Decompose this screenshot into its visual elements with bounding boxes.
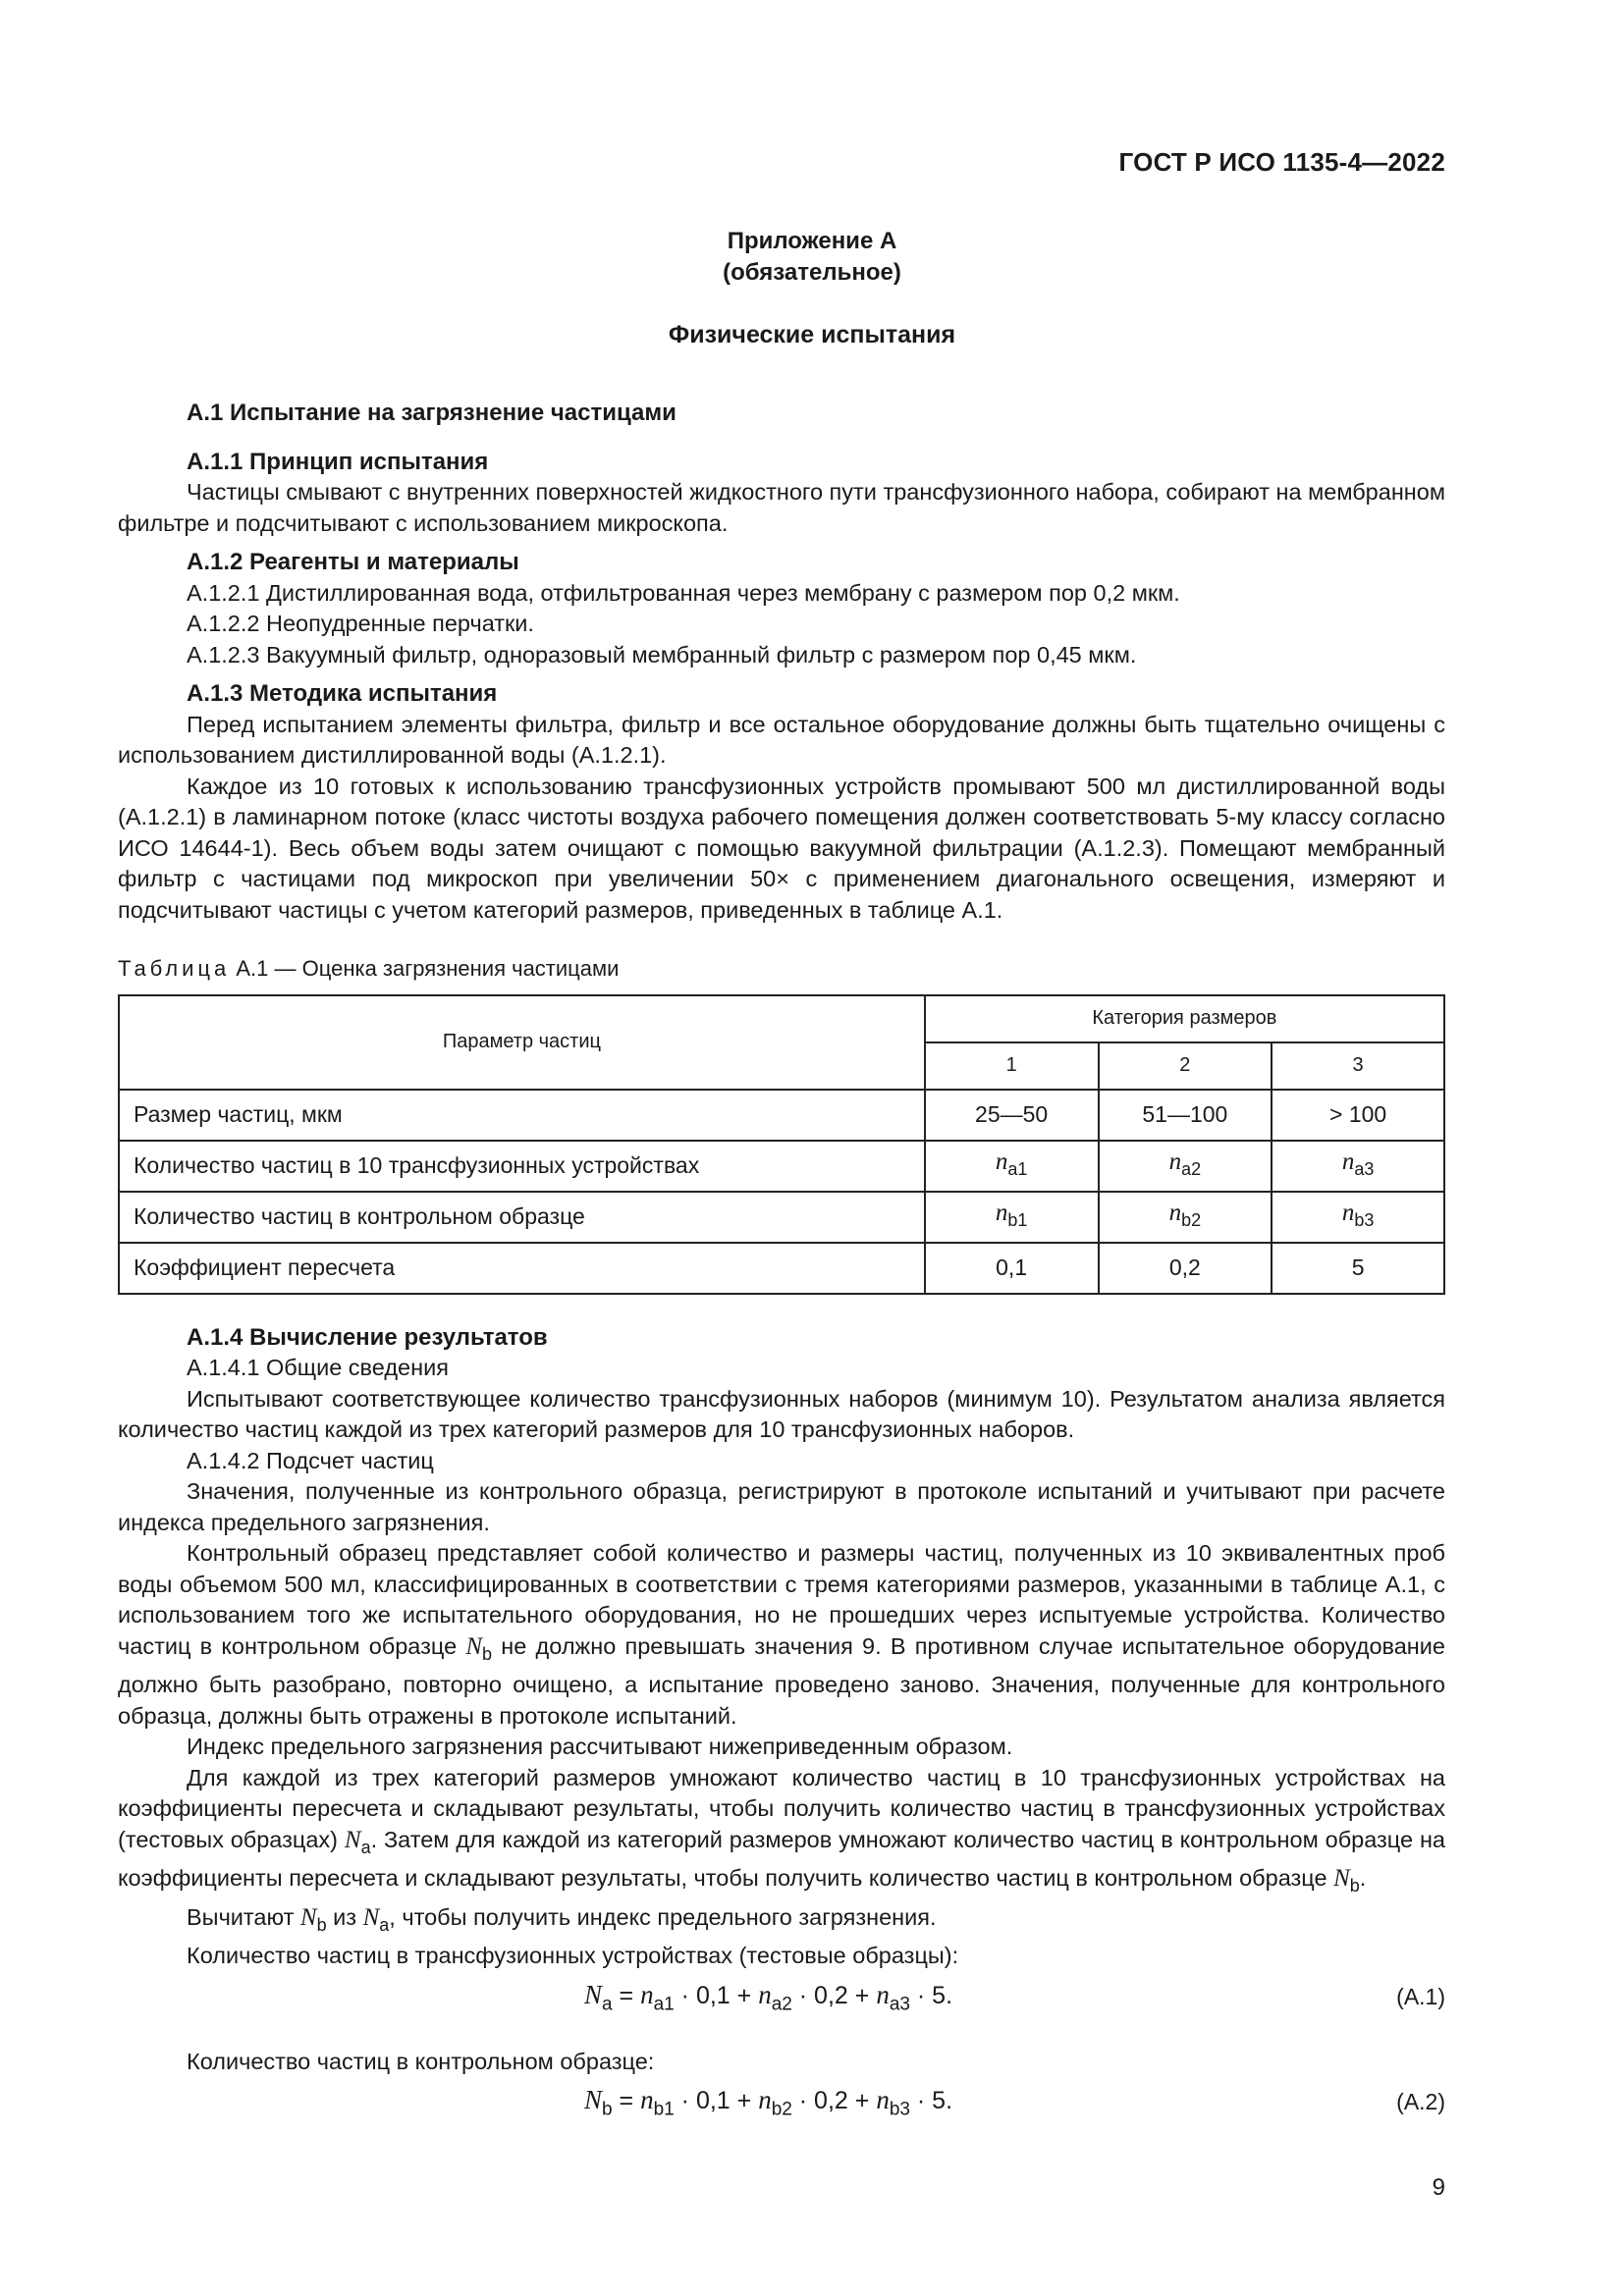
table-caption-word: Таблица [118, 956, 231, 981]
table-header-category: Категория размеров [925, 995, 1444, 1042]
table-cell: Размер частиц, мкм [119, 1090, 925, 1141]
table-cell: 0,2 [1099, 1243, 1272, 1294]
paragraph: Количество частиц в контрольном образце: [187, 2048, 655, 2074]
paragraph: Вычитают $N_b$ из $N_a$, чтобы получить индекс предельного загрязнения. [187, 1903, 937, 1935]
paragraph: Количество частиц в трансфузионных устройствах (тестовые образцы): [187, 1943, 959, 1968]
document-id: ГОСТ Р ИСО 1135-4—2022 [1118, 147, 1445, 177]
annex-title: Приложение А [727, 228, 897, 254]
paragraph: Индекс предельного загрязнения рассчитывают нижеприведенным образом. [187, 1734, 1013, 1759]
table-cell: > 100 [1272, 1090, 1444, 1141]
paragraph: Испытывают соответствующее количество трансфузионных наборов (минимум 10). Результатом анализа является количество частиц каждой из трех категорий размеров для 10 трансфузионных наборов. [118, 1385, 1445, 1442]
page-number: 9 [1432, 2174, 1445, 2201]
table-cell: $n_{a3}$ [1272, 1141, 1444, 1192]
paragraph: Перед испытанием элементы фильтра, фильтр и все остальное оборудование должны быть тщательно очищены с использованием дистиллированной воды (А.1.2.1). [118, 711, 1445, 768]
table-cell: $n_{b3}$ [1272, 1192, 1444, 1243]
section-heading: А.1 Испытание на загрязнение частицами [187, 400, 677, 426]
table-row [119, 1192, 1444, 1243]
table-cell: 5 [1272, 1243, 1444, 1294]
table-header-cat-1: 1 [925, 1042, 1099, 1090]
formula-expression: $N_b = n_{b1} \cdot 0,1 + n_{b2} \cdot 0,2 + n_{b3} \cdot 5$. [584, 2085, 953, 2120]
table-cell: 51—100 [1099, 1090, 1272, 1141]
section-heading: А.1.4 Вычисление результатов [187, 1323, 548, 1351]
table-row [119, 1243, 1444, 1294]
paragraph: Каждое из 10 готовых к использованию трансфузионных устройств промывают 500 мл дистиллированной воды (А.1.2.1) в ламинарном потоке (класс чистоты воздуха рабочего помещения должен соответствовать 5-му классу согласно ИСО 14644-1). Весь объем воды затем очищают с помощью вакуумной фильтрации (А.1.2.3). Помещают мембранный фильтр с частицами под микроскоп при увеличении 50× с применением диагонального освещения, измеряют и подсчитывают частицы с учетом категорий размеров, приведенных в таблице А.1. [118, 773, 1445, 923]
table-cell: 0,1 [925, 1243, 1099, 1294]
formula-a2 [118, 2085, 1445, 2134]
table-header-cat-3: 3 [1272, 1042, 1444, 1090]
table-header-param: Параметр частиц [119, 995, 925, 1090]
table-cell: $n_{a1}$ [925, 1141, 1099, 1192]
formula-number: (А.1) [1396, 1983, 1445, 2009]
table-caption-text: А.1 — Оценка загрязнения частицами [230, 956, 620, 981]
table-cell: $n_{a2}$ [1099, 1141, 1272, 1192]
table-cell: Коэффициент пересчета [119, 1243, 925, 1294]
section-heading: А.1.1 Принцип испытания [187, 448, 489, 475]
annex-heading: Физические испытания [668, 321, 956, 348]
table-row [119, 1141, 1444, 1192]
paragraph: А.1.2.1 Дистиллированная вода, отфильтрованная через мембрану с размером пор 0,2 мкм. [187, 579, 1180, 606]
section-heading: А.1.2 Реагенты и материалы [187, 549, 519, 575]
paragraph: Для каждой из трех категорий размеров умножают количество частиц в 10 трансфузионных устройствах на коэффициенты пересчета и складывают результаты, чтобы получить количество частиц в трансфузионных устройствах (тестовых образцах) $N_a$. Затем для каждой из категорий размеров умножают количество частиц в контрольном образце на коэффициенты пересчета и складывают результаты, чтобы получить количество частиц в контрольном образце $N_b$. [118, 1764, 1445, 1896]
table-caption [118, 953, 1445, 985]
section-heading: А.1.3 Методика испытания [187, 680, 498, 707]
paragraph: Значения, полученные из контрольного образца, регистрируют в протоколе испытаний и учитывают при расчете индекса предельного загрязнения. [118, 1478, 1445, 1535]
table-cell: $n_{b1}$ [925, 1192, 1099, 1243]
annex-subtitle: (обязательное) [723, 259, 901, 286]
table-cell: 25—50 [925, 1090, 1099, 1141]
table-header-cat-2: 2 [1099, 1042, 1272, 1090]
particle-contamination-table [118, 994, 1445, 1295]
table-cell: $n_{b2}$ [1099, 1192, 1272, 1243]
paragraph: А.1.4.1 Общие сведения [187, 1355, 449, 1380]
paragraph: Контрольный образец представляет собой количество и размеры частиц, полученных из 10 эквивалентных проб воды объемом 500 мл, классифицированных в соответствии с тремя категориями размеров, указанными в таблице А.1, с использованием того же испытательного оборудования, но не прошедших через испытуемые устройства. Количество частиц в контрольном образце $N_b$ не должно превышать значения 9. В противном случае испытательное оборудование должно быть разобрано, повторно очищено, а испытание проведено заново. Значения, полученные для контрольного образца, должны быть отражены в протоколе испытаний. [118, 1540, 1445, 1729]
paragraph: Частицы смывают с внутренних поверхностей жидкостного пути трансфузионного набора, собирают на мембранном фильтре и подсчитывают с использованием микроскопа. [118, 479, 1446, 536]
table-cell: Количество частиц в 10 трансфузионных устройствах [119, 1141, 925, 1192]
table-row [119, 1090, 1444, 1141]
paragraph: А.1.2.2 Неопудренные перчатки. [187, 611, 534, 636]
formula-number: (А.2) [1396, 2089, 1445, 2114]
table-cell: Количество частиц в контрольном образце [119, 1192, 925, 1243]
formula-a1 [118, 1980, 1445, 2029]
formula-expression: $N_a = n_{a1} \cdot 0,1 + n_{a2} \cdot 0,2 + n_{a3} \cdot 5$. [584, 1979, 953, 2014]
document-body [118, 398, 1445, 2134]
paragraph: А.1.4.2 Подсчет частиц [187, 1447, 434, 1473]
paragraph: А.1.2.3 Вакуумный фильтр, одноразовый мембранный фильтр с размером пор 0,45 мкм. [187, 641, 1137, 667]
